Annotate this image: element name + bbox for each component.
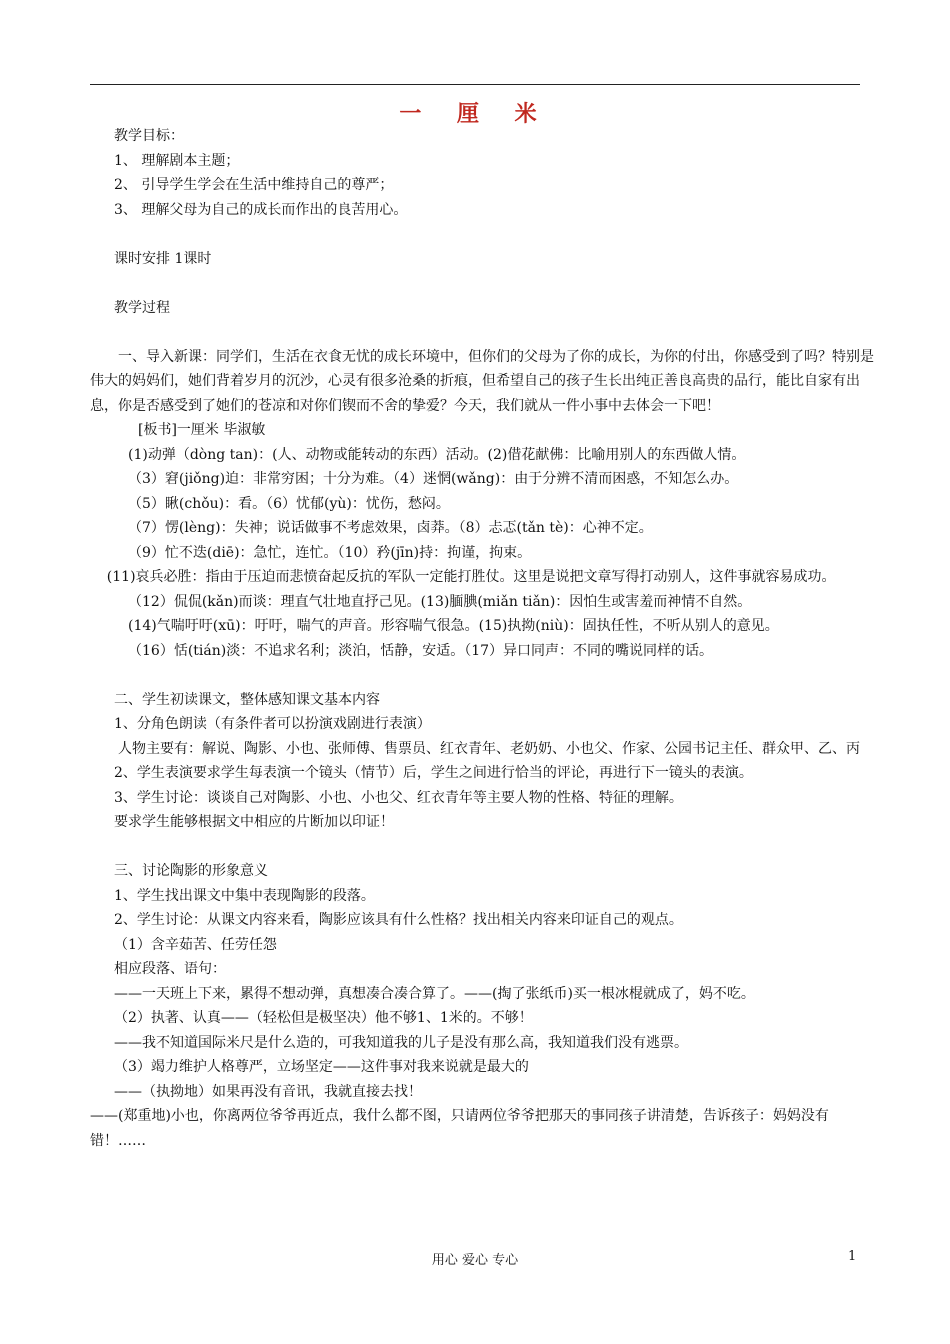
quote-line: ——一天班上下来，累得不想动弹，真想凑合凑合算了。——(掏了张纸币)买一根冰棍就成了，妈不吃。 (114, 985, 755, 1002)
section3-item: 1、学生找出课文中集中表现陶影的段落。 (114, 887, 375, 904)
objective-item: 2、 引导学生学会在生活中维持自己的尊严； (114, 177, 394, 193)
objectives-heading: 教学目标： (114, 128, 184, 144)
vocab-line: (1)动弹（dòng tan)：(人、动物或能转动的东西）活动。(2)借花献佛：比喻用别人的东西做人情。 (128, 446, 746, 463)
related-label: 相应段落、语句： (114, 961, 226, 977)
section2-item: 3、学生讨论：谈谈自己对陶影、小也、小也父、红衣青年等主要人物的性格、特征的理解。 (114, 789, 683, 806)
trait-line: （2）执著、认真——（轻松但是极坚决）他不够1、1米的。不够！ (114, 1010, 533, 1026)
characters-paragraph: 人物主要有：解说、陶影、小也、张师傅、售票员、红衣青年、老奶奶、小也父、作家、公园书记主任、群众甲、乙、丙 (118, 740, 860, 757)
intro-paragraph: 一、导入新课：同学们，生活在衣食无忧的成长环境中，但你们的父母为了你的成长，为你的付出，你感受到了吗？特别是伟大的妈妈们，她们背着岁月的沉沙，心灵有很多沧桑的折痕，但希望自己的孩子生长出纯正善良高贵的品行，能比自家有出息，你是否感受到了她们的苍凉和对你们锲而不舍的挚爱？今天，我们就从一件小事中去体会一下吧！ (90, 348, 874, 414)
board-line: [板书]一厘米 毕淑敏 (138, 422, 266, 438)
section2-item: 2、学生表演要求学生每表演一个镜头（情节）后，学生之间进行恰当的评论，再进行下一镜头的表演。 (114, 765, 753, 781)
header-rule (90, 84, 860, 85)
vocab-line: （3）窘(jiǒng)迫：非常穷困；十分为难。（4）迷惘(wǎng)：由于分辨不清而困惑，不知怎么办。 (128, 471, 739, 487)
vocab-line: （7）愣(lèng)：失神；说话做事不考虑效果，卤莽。（8）忐忑(tǎn tè)：心神不定。 (128, 520, 653, 536)
schedule-line: 课时安排 1课时 (114, 250, 212, 267)
vocab-line-11: (11)哀兵必胜：指由于压迫而悲愤奋起反抗的军队一定能打胜仗。这里是说把文章写得打动别人，这件事就容易成功。 (106, 569, 836, 585)
document-title: 一 厘 米 (399, 102, 551, 127)
section3-item: 2、学生讨论：从课文内容来看，陶影应该具有什么性格？找出相关内容来印证自己的观点。 (114, 912, 683, 928)
vocab-line: （5）瞅(chǒu)：看。（6）忧郁(yù)：忧伤，愁闷。 (128, 495, 450, 512)
trait-line: （3）竭力维护人格尊严，立场坚定——这件事对我来说就是最大的 (114, 1059, 529, 1075)
vocab-line: （12）侃侃(kǎn)而谈：理直气壮地直抒己见。(13)腼腆(miǎn tiǎn)：因怕生或害羞而神情不自然。 (128, 593, 752, 610)
quote-line: ——（执拗地）如果再没有音讯，我就直接去找！ (114, 1083, 422, 1100)
quote-line: ——我不知道国际米尺是什么造的，可我知道我的儿子是没有那么高，我知道我们没有逃票。 (114, 1034, 688, 1051)
quote-paragraph: ——(郑重地)小也，你离两位爷爷再近点，我什么都不图，只请两位爷爷把那天的事同孩子讲清楚，告诉孩子：妈妈没有错！…… (90, 1108, 829, 1149)
section2-item: 1、分角色朗读（有条件者可以扮演戏剧进行表演） (114, 716, 431, 732)
vocab-line: (14)气喘吁吁(xū)：吁吁，喘气的声音。形容喘气很急。(15)执拗(niù)：固执任性，不听从别人的意见。 (128, 618, 779, 634)
vocab-line: （16）恬(tián)淡：不追求名利；淡泊，恬静，安适。（17）异口同声：不同的嘴说同样的话。 (128, 642, 714, 659)
document-body (90, 124, 874, 1153)
section3-heading: 三、讨论陶影的形象意义 (114, 863, 268, 879)
section2-heading: 二、学生初读课文，整体感知课文基本内容 (114, 691, 380, 708)
process-heading: 教学过程 (114, 299, 170, 316)
section2-requirement: 要求学生能够根据文中相应的片断加以印证！ (114, 814, 394, 830)
trait-line: （1）含辛茹苦、任劳任怨 (114, 936, 277, 953)
page-number: 1 (848, 1249, 857, 1264)
objective-item: 3、 理解父母为自己的成长而作出的良苦用心。 (114, 201, 408, 218)
objective-item: 1、 理解剧本主题； (114, 152, 240, 169)
footer-motto: 用心 爱心 专心 (431, 1253, 519, 1268)
vocab-line: （9）忙不迭(diē)：急忙，连忙。（10）矜(jīn)持：拘谨，拘束。 (128, 544, 532, 561)
